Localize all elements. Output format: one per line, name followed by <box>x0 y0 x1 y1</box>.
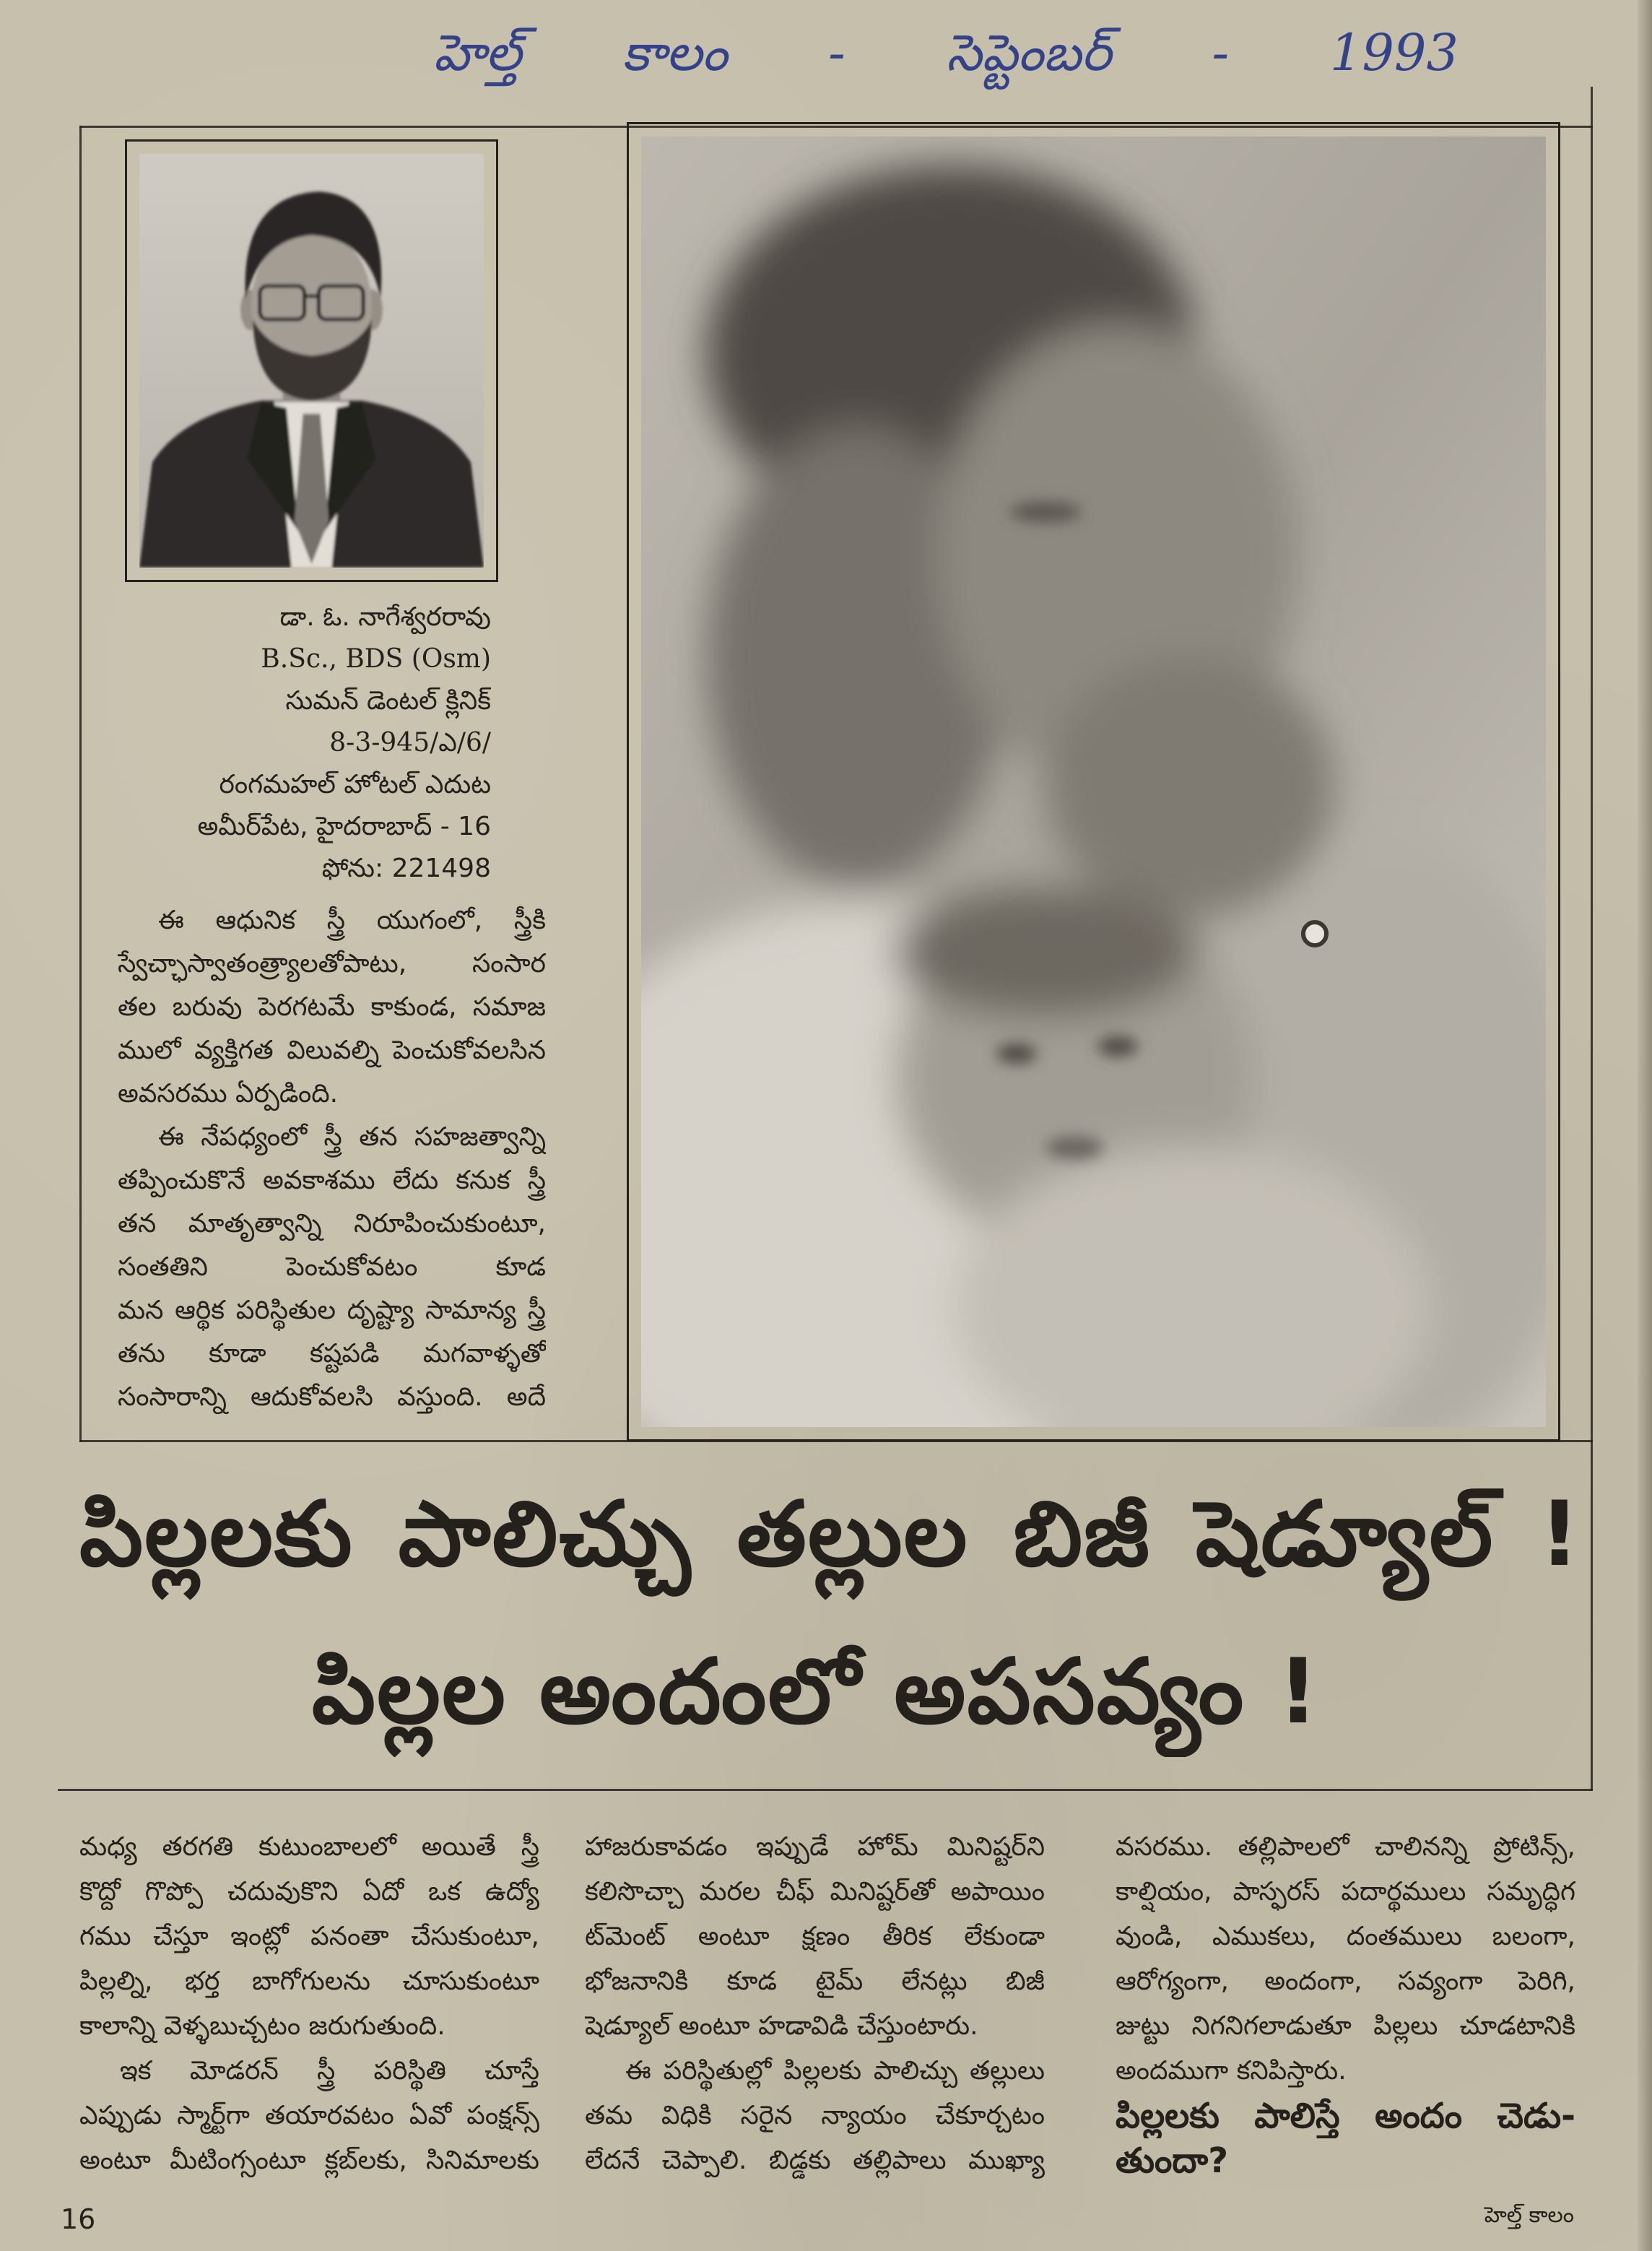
earring <box>1303 922 1326 945</box>
column-line: ఎప్పుడు స్మార్ట్‌గా తయారవటం ఏవో పంక్షన్స్ <box>79 2101 539 2130</box>
headline-line-1: పిల్లలకు పాలిచ్చు తల్లుల బిజీ షెడ్యూల్ ! <box>79 1483 1581 1587</box>
column-line: ఇక మోడరన్ స్త్రీ పరిస్థితి చూస్తే <box>120 2056 539 2086</box>
left-box-rule <box>79 126 82 1442</box>
column-line: ట్‌మెంట్ అంటూ క్షణం తీరిక లేకుండా <box>585 1922 1045 1951</box>
section-name: హెల్త్ కాలం <box>1484 2203 1574 2228</box>
column-line: అంటూ మీటింగ్సంటూ క్లబ్‌లకు, సినిమాలకు <box>79 2146 539 2175</box>
address-line: రంగమహల్ హోటల్ ఎదుట <box>219 770 491 799</box>
column-line: తమ విధికి సరైన న్యాయం చేకూర్చటం <box>585 2101 1045 2130</box>
column-line: ఆరోగ్యంగా, అందంగా, సవ్యంగా పెరిగి, <box>1116 1966 1575 1996</box>
page-number: 16 <box>61 2203 96 2235</box>
baby-eye <box>1097 1036 1138 1057</box>
intro-line: సంతతిని పెంచుకోవటం కూడ <box>118 1252 546 1282</box>
column-line: గము చేస్తూ ఇంట్లో పనంతా చేసుకుంటూ, <box>79 1922 539 1951</box>
author-caption <box>118 597 491 890</box>
intro-line: అవసరము ఏర్పడింది. <box>118 1079 339 1109</box>
handwritten-header: హెల్త్ కాలం - సెప్టెంబర్ - 1993 <box>433 23 1458 82</box>
column-line: మధ్య తరగతి కుటుంబాలలో అయితే స్త్రీ <box>79 1832 539 1862</box>
page-edge-shadow <box>1638 0 1652 2251</box>
mother-baby-photo <box>641 136 1546 1427</box>
column-line: కొద్దో గొప్పో చదువుకొని ఏదో ఒక ఉద్యో <box>79 1877 539 1907</box>
headline-separator-rule <box>58 1789 1593 1791</box>
article-column-1 <box>79 1825 539 2183</box>
intro-line: ఈ ఆధునిక స్త్రీ యుగంలో, స్త్రీకి <box>158 906 546 935</box>
author-degree: B.Sc., BDS (Osm) <box>261 644 491 674</box>
main-photo-frame <box>627 122 1560 1441</box>
headline-line-2: పిల్లల అందంలో అపసవ్యం ! <box>311 1640 1321 1744</box>
baby-mouth <box>1045 1136 1103 1159</box>
intro-line: తన మాతృత్వాన్ని నిరూపించుకుంటూ, <box>118 1209 546 1239</box>
column-line: కాల్షియం, పాస్ఫరస్ పదార్థములు సమృద్ధిగ <box>1116 1877 1575 1907</box>
address-line: 8-3-945/ఎ/6/ <box>329 728 491 758</box>
column-line: కాలాన్ని వెళ్ళబుచ్చటం జరుగుతుంది. <box>79 2011 445 2041</box>
clinic-name: సుమన్ డెంటల్ క్లినిక్ <box>285 686 491 716</box>
column-line: కలిసొచ్చా మరల చీఫ్ మినిష్టర్‌తో అపాయిం <box>585 1877 1045 1907</box>
intro-line: మన ఆర్థిక పరిస్థితుల దృష్ట్యా సామాన్య స్త్రీ <box>118 1296 546 1325</box>
intro-line: తను కూడా కష్టపడి మగవాళ్ళతో <box>118 1339 546 1369</box>
article-column-2 <box>585 1825 1045 2183</box>
baby-eye <box>996 1044 1037 1064</box>
intro-line: సంసారాన్ని ఆదుకోవలసి వస్తుంది. అదే <box>118 1382 546 1412</box>
column-line: హాజరుకావడం ఇప్పుడే హోమ్ మినిష్టర్‌ని <box>585 1832 1045 1862</box>
column-line: షెడ్యూల్ అంటూ హడావిడి చేస్తుంటారు. <box>585 2011 978 2041</box>
intro-line: తప్పించుకొనే అవకాశము లేదు కనుక స్త్రీ <box>118 1166 546 1195</box>
subheading-line: పిల్లలకు పాలిస్తే అందం చెడు- <box>1116 2096 1575 2136</box>
mother-eye <box>1009 502 1082 522</box>
intro-line: స్వేచ్ఛాస్వాతంత్ర్యాలతోపాటు, సంసార <box>118 949 546 979</box>
subheading-line: తుందా? <box>1116 2141 1229 2181</box>
intro-paragraphs <box>118 899 546 1419</box>
intro-line: తల బరువు పెరగటమే కాకుండ, సమాజ <box>118 992 546 1022</box>
intro-line: ఈ నేపధ్యంలో స్త్రీ తన సహజత్వాన్ని <box>158 1122 546 1152</box>
right-box-rule <box>1591 87 1593 1791</box>
column-line: వసరము. తల్లిపాలలో చాలినన్ని ప్రోటిన్స్, <box>1116 1832 1575 1862</box>
address-line: అమీర్‌పేట, హైదరాబాద్ - 16 <box>197 812 491 841</box>
column-line: అందముగా కనిపిస్తారు. <box>1116 2056 1347 2086</box>
column-line: భోజనానికి కూడ టైమ్ లేనట్లు బిజీ <box>585 1966 1045 1996</box>
author-photo-frame <box>125 139 498 582</box>
author-name: డా. ఓ. నాగేశ్వరరావు <box>279 602 491 632</box>
column-line: ఈ పరిస్థితుల్లో పిల్లలకు పాలిచ్చు తల్లులు <box>625 2056 1045 2086</box>
phone-number: ఫోను: 221498 <box>321 854 491 883</box>
intro-line: ములో వ్యక్తిగత విలువల్ని పెంచుకోవలసిన <box>118 1036 546 1065</box>
article-column-3 <box>1116 1825 1575 2183</box>
column-line: జుట్టు నిగనిగలాడుతూ పిల్లలు చూడటానికి <box>1116 2011 1575 2041</box>
column-line: పిల్లల్ని, భర్త బాగోగులను చూసుకుంటూ <box>79 1966 539 1996</box>
column-line: లేదనే చెప్పాలి. బిడ్డకు తల్లిపాలు ముఖ్యా <box>585 2146 1045 2175</box>
column-line: వుండి, ఎముకలు, దంతములు బలంగా, <box>1116 1922 1575 1951</box>
author-photo <box>139 154 484 568</box>
mother-neck-shadow <box>1045 656 1334 916</box>
baby-hair <box>894 888 1197 1018</box>
